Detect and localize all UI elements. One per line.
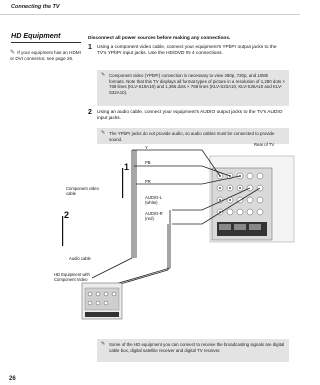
running-header: Connecting the TV bbox=[11, 4, 60, 10]
tv-rear-panel bbox=[210, 156, 294, 242]
note-box-3 bbox=[97, 339, 289, 362]
note-2-text: The YPbPr jacks do not provide audio, so audio cables must be connected to provide sound. bbox=[109, 131, 275, 142]
note-3-text: Some of the HD equipment you can connect to receive the broadcasting signals are digital cable box, digital satellite receiver and digital TV receiver. bbox=[109, 342, 285, 353]
connection-diagram bbox=[52, 142, 297, 326]
note-1-text: Component video (YPbPr) connection is necessary to view 480p, 720p, and 1080i formats. Note that this TV displays all format types of picture in a resolution of 1,280 dots × 768 lines (KLV-S19A10) and 1,366 dots × 768 lines (KLV-S23A10, KLV-S26A10 and KLV-S32A10). bbox=[109, 73, 285, 96]
callout-markers bbox=[62, 168, 123, 246]
side-note bbox=[10, 50, 82, 62]
step-2-number: 2 bbox=[88, 109, 92, 116]
label-y: Y bbox=[145, 145, 148, 150]
label-pr: PR bbox=[145, 179, 151, 184]
step-1-number: 1 bbox=[88, 44, 92, 51]
intro-warning: Disconnect all power sources before making any connections. bbox=[88, 36, 231, 41]
step-2-text: Using an audio cable, connect your equipment's AUDIO output jacks to the TV's AUDIO input jacks. bbox=[97, 110, 283, 122]
label-rear-of-tv: Rear of TV bbox=[254, 142, 275, 147]
note-icon: ✎ bbox=[101, 72, 106, 78]
tip-icon: ✎ bbox=[10, 50, 16, 56]
step-1-text: Using a component video cable, connect your equipment's YPbPr output jacks to the TV's YPbPr input jacks. Use the HD/DVD IN 4 connections. bbox=[97, 45, 277, 57]
label-pb: PB bbox=[145, 160, 151, 165]
hd-equipment-device bbox=[82, 283, 122, 319]
note-icon: ✎ bbox=[101, 130, 106, 136]
label-audio-l: AUDIO-L (white) bbox=[145, 195, 162, 205]
side-note-text: If your equipment has an HDMI or DVI connector, see page 26. bbox=[10, 50, 81, 61]
label-hd-equipment: HD Equipment with Component Video bbox=[54, 272, 90, 282]
callout-1: 1 bbox=[124, 162, 130, 172]
page-number: 26 bbox=[9, 376, 16, 382]
label-audio-cable: Audio cable bbox=[69, 256, 91, 261]
callout-2: 2 bbox=[64, 210, 70, 220]
label-audio-r: AUDIO-R (red) bbox=[145, 211, 163, 221]
header-divider bbox=[0, 14, 300, 15]
diagram-art bbox=[52, 148, 297, 326]
section-title: HD Equipment bbox=[11, 31, 61, 40]
section-title-rule bbox=[11, 42, 81, 43]
note-box-1 bbox=[97, 70, 289, 106]
note-icon: ✎ bbox=[101, 341, 106, 347]
label-component-cable: Component video cable bbox=[66, 186, 99, 196]
audio-cable bbox=[82, 188, 260, 298]
